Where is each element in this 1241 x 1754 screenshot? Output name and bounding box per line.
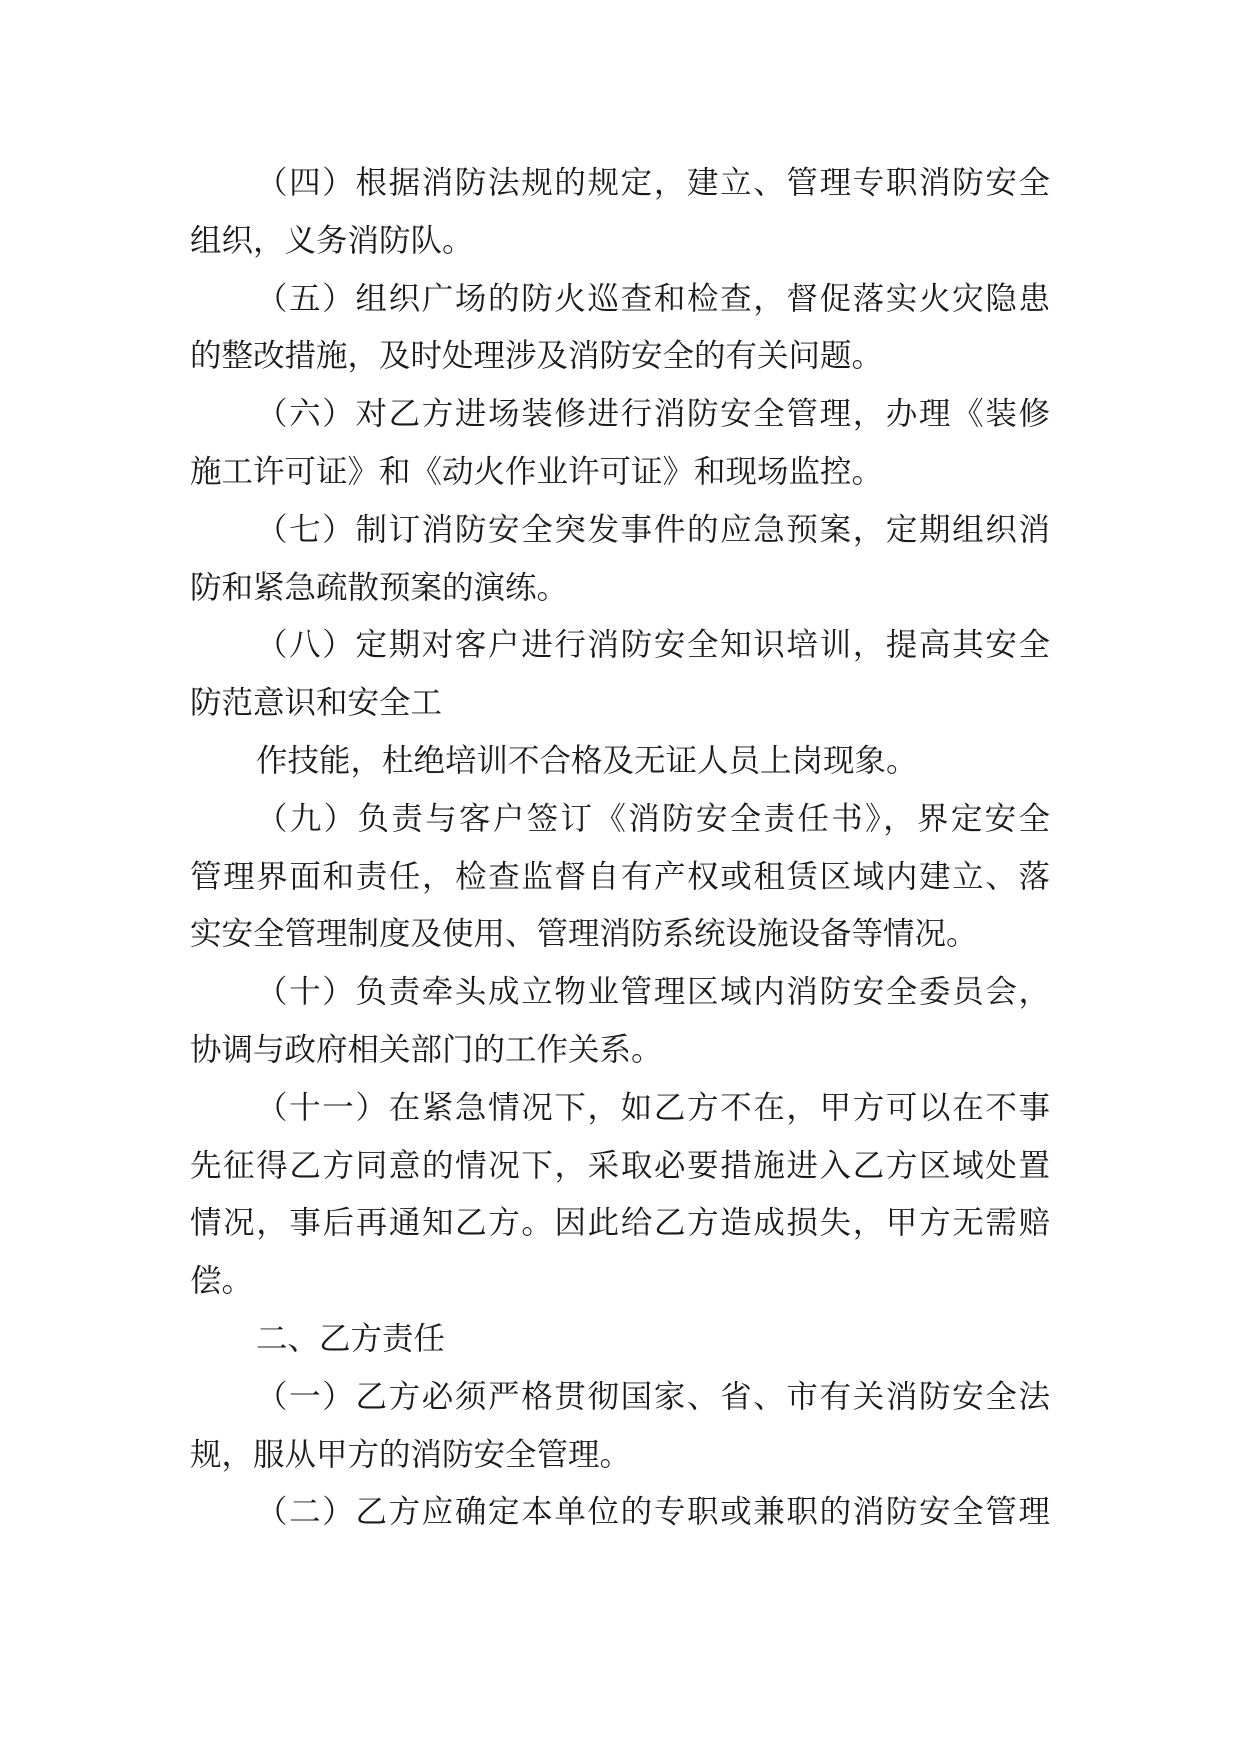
paragraph-10-line-2: 协调与政府相关部门的工作关系。 xyxy=(190,1031,663,1068)
paragraph-9-line-3: 实安全管理制度及使用、管理消防系统设施设备等情况。 xyxy=(190,916,978,953)
paragraph-11-line-4: 偿。 xyxy=(190,1263,254,1300)
paragraph-11-line-1: （十一）在紧急情况下，如乙方不在，甲方可以在不事 xyxy=(256,1089,1050,1126)
paragraph-7-line-2: 防和紧急疏散预案的演练。 xyxy=(190,569,569,606)
paragraph-5-line-2: 的整改措施，及时处理涉及消防安全的有关问题。 xyxy=(190,338,884,375)
paragraph-11-line-3: 情况，事后再通知乙方。因此给乙方造成损失，甲方无需赔 xyxy=(190,1205,1050,1242)
paragraph-11-line-2: 先征得乙方同意的情况下，采取必要措施进入乙方区域处置 xyxy=(190,1147,1050,1184)
paragraph-6-line-2: 施工许可证》和《动火作业许可证》和现场监控。 xyxy=(190,453,884,490)
paragraph-8-line-3: 作技能，杜绝培训不合格及无证人员上岗现象。 xyxy=(256,742,918,779)
paragraph-7-line-1: （七）制订消防安全突发事件的应急预案，定期组织消 xyxy=(256,511,1050,548)
party-b-item-1-line-2: 规，服从甲方的消防安全管理。 xyxy=(190,1436,632,1473)
paragraph-4-line-2: 组织，义务消防队。 xyxy=(190,222,474,259)
paragraph-9-line-1: （九）负责与客户签订《消防安全责任书》，界定安全 xyxy=(256,800,1050,837)
paragraph-8-line-1: （八）定期对客户进行消防安全知识培训，提高其安全 xyxy=(256,627,1050,664)
party-b-item-1-line-1: （一）乙方必须严格贯彻国家、省、市有关消防安全法 xyxy=(256,1378,1050,1415)
paragraph-6-line-1: （六）对乙方进场装修进行消防安全管理，办理《装修 xyxy=(256,396,1050,433)
document-body xyxy=(190,155,1050,1542)
paragraph-8-line-2: 防范意识和安全工 xyxy=(190,685,443,722)
party-b-item-2-line-1: （二）乙方应确定本单位的专职或兼职的消防安全管理 xyxy=(256,1494,1050,1531)
section-heading-party-b: 二、乙方责任 xyxy=(256,1320,446,1357)
paragraph-5-line-1: （五）组织广场的防火巡查和检查，督促落实火灾隐患 xyxy=(256,280,1050,317)
paragraph-9-line-2: 管理界面和责任，检查监督自有产权或租赁区域内建立、落 xyxy=(190,858,1050,895)
paragraph-4-line-1: （四）根据消防法规的规定，建立、管理专职消防安全 xyxy=(256,165,1050,201)
paragraph-10-line-1: （十）负责牵头成立物业管理区域内消防安全委员会， xyxy=(256,974,1050,1011)
